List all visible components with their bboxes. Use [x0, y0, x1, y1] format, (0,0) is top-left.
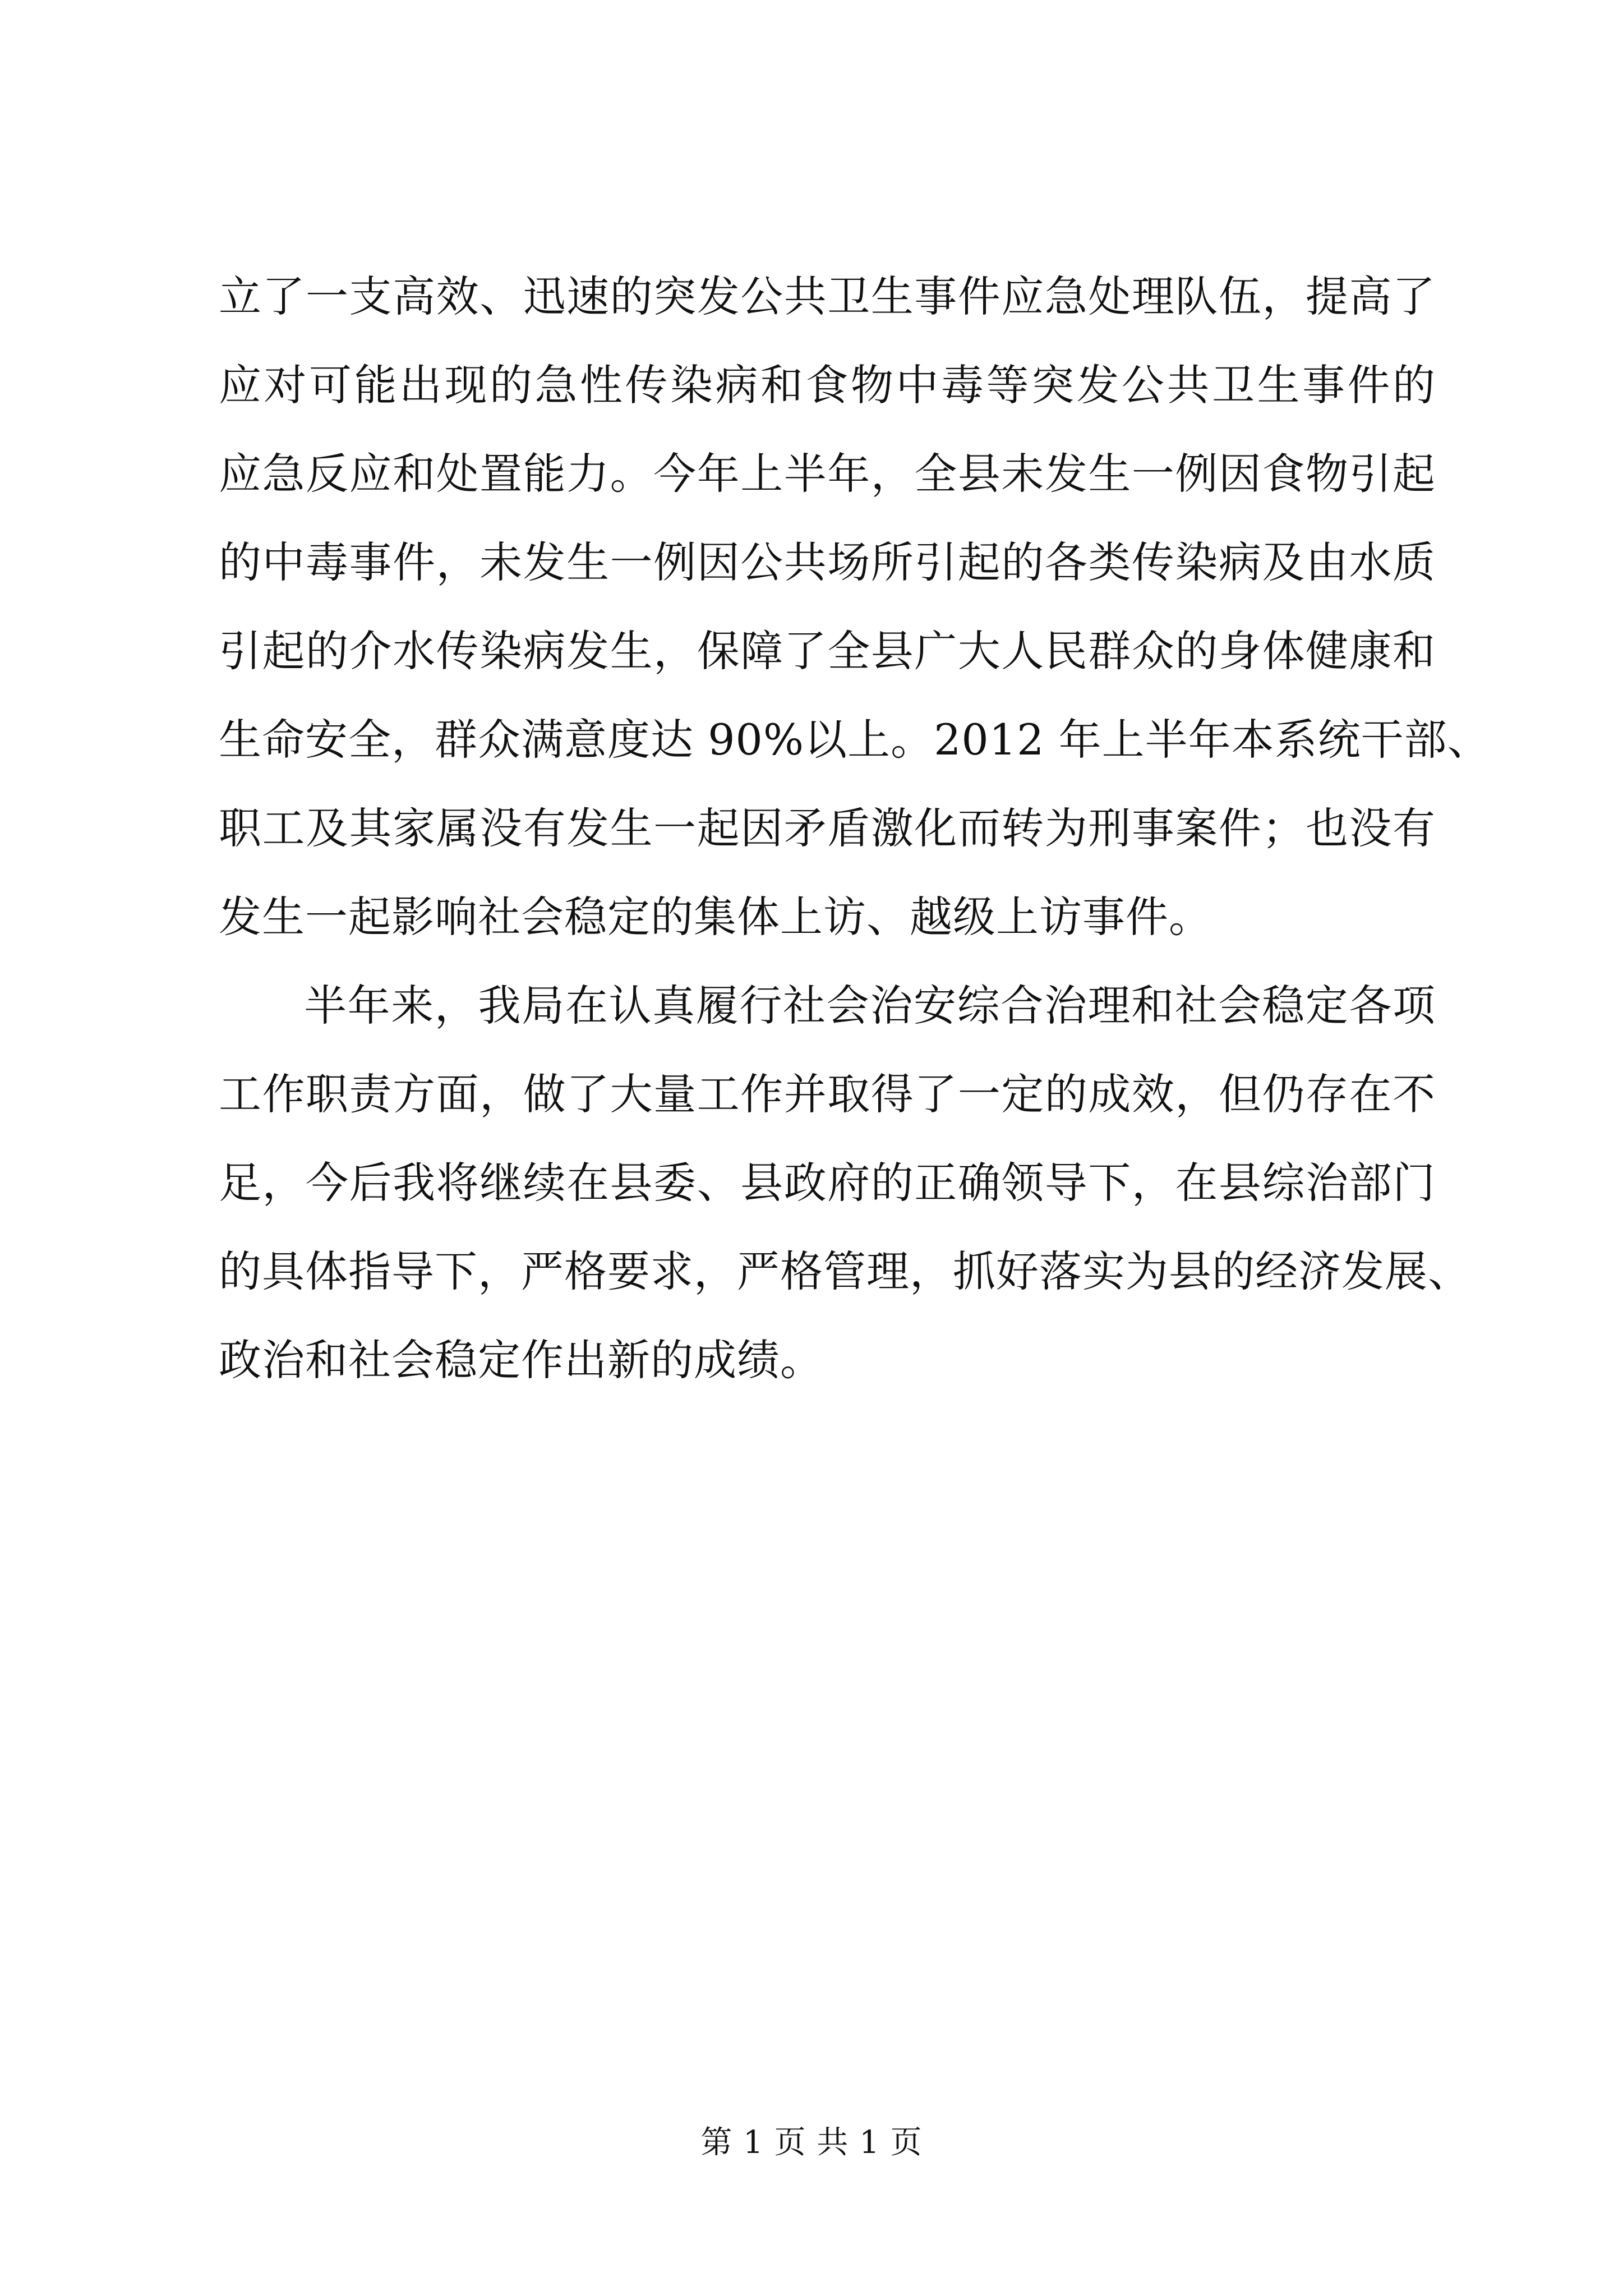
text-line: 发生一起影响社会稳定的集体上访、越级上访事件。: [219, 892, 1212, 942]
text-line: 引起的介水传染病发生，保障了全县广大人民群众的身体健康和: [219, 626, 1436, 676]
text-line: 的具体指导下，严格要求，严格管理，抓好落实为县的经济发展、: [219, 1246, 1471, 1296]
paragraph-2: [219, 961, 1471, 1405]
text-line: 足，今后我将继续在县委、县政府的正确领导下，在县综治部门: [219, 1158, 1436, 1208]
text-line: 生命安全，群众满意度达 90%以上。2012 年上半年本系统干部、: [219, 715, 1491, 765]
text-line: 工作职责方面，做了大量工作并取得了一定的成效，但仍存在不: [219, 1069, 1436, 1119]
text-line: 应急反应和处置能力。今年上半年，全县未发生一例因食物引起: [219, 449, 1436, 499]
text-line: 半年来，我局在认真履行社会治安综合治理和社会稳定各项: [304, 981, 1436, 1030]
text-line: 政治和社会稳定作出新的成绩。: [219, 1335, 823, 1385]
paragraph-1: [219, 252, 1491, 961]
page-footer: 第 1 页 共 1 页: [700, 2124, 923, 2161]
text-line: 立了一支高效、迅速的突发公共卫生事件应急处理队伍，提高了: [219, 272, 1436, 321]
text-line: 应对可能出现的急性传染病和食物中毒等突发公共卫生事件的: [219, 360, 1436, 410]
document-body: [219, 252, 1491, 1405]
text-line: 职工及其家属没有发生一起因矛盾激化而转为刑事案件；也没有: [219, 803, 1436, 853]
text-line: 的中毒事件，未发生一例因公共场所引起的各类传染病及由水质: [219, 537, 1436, 587]
